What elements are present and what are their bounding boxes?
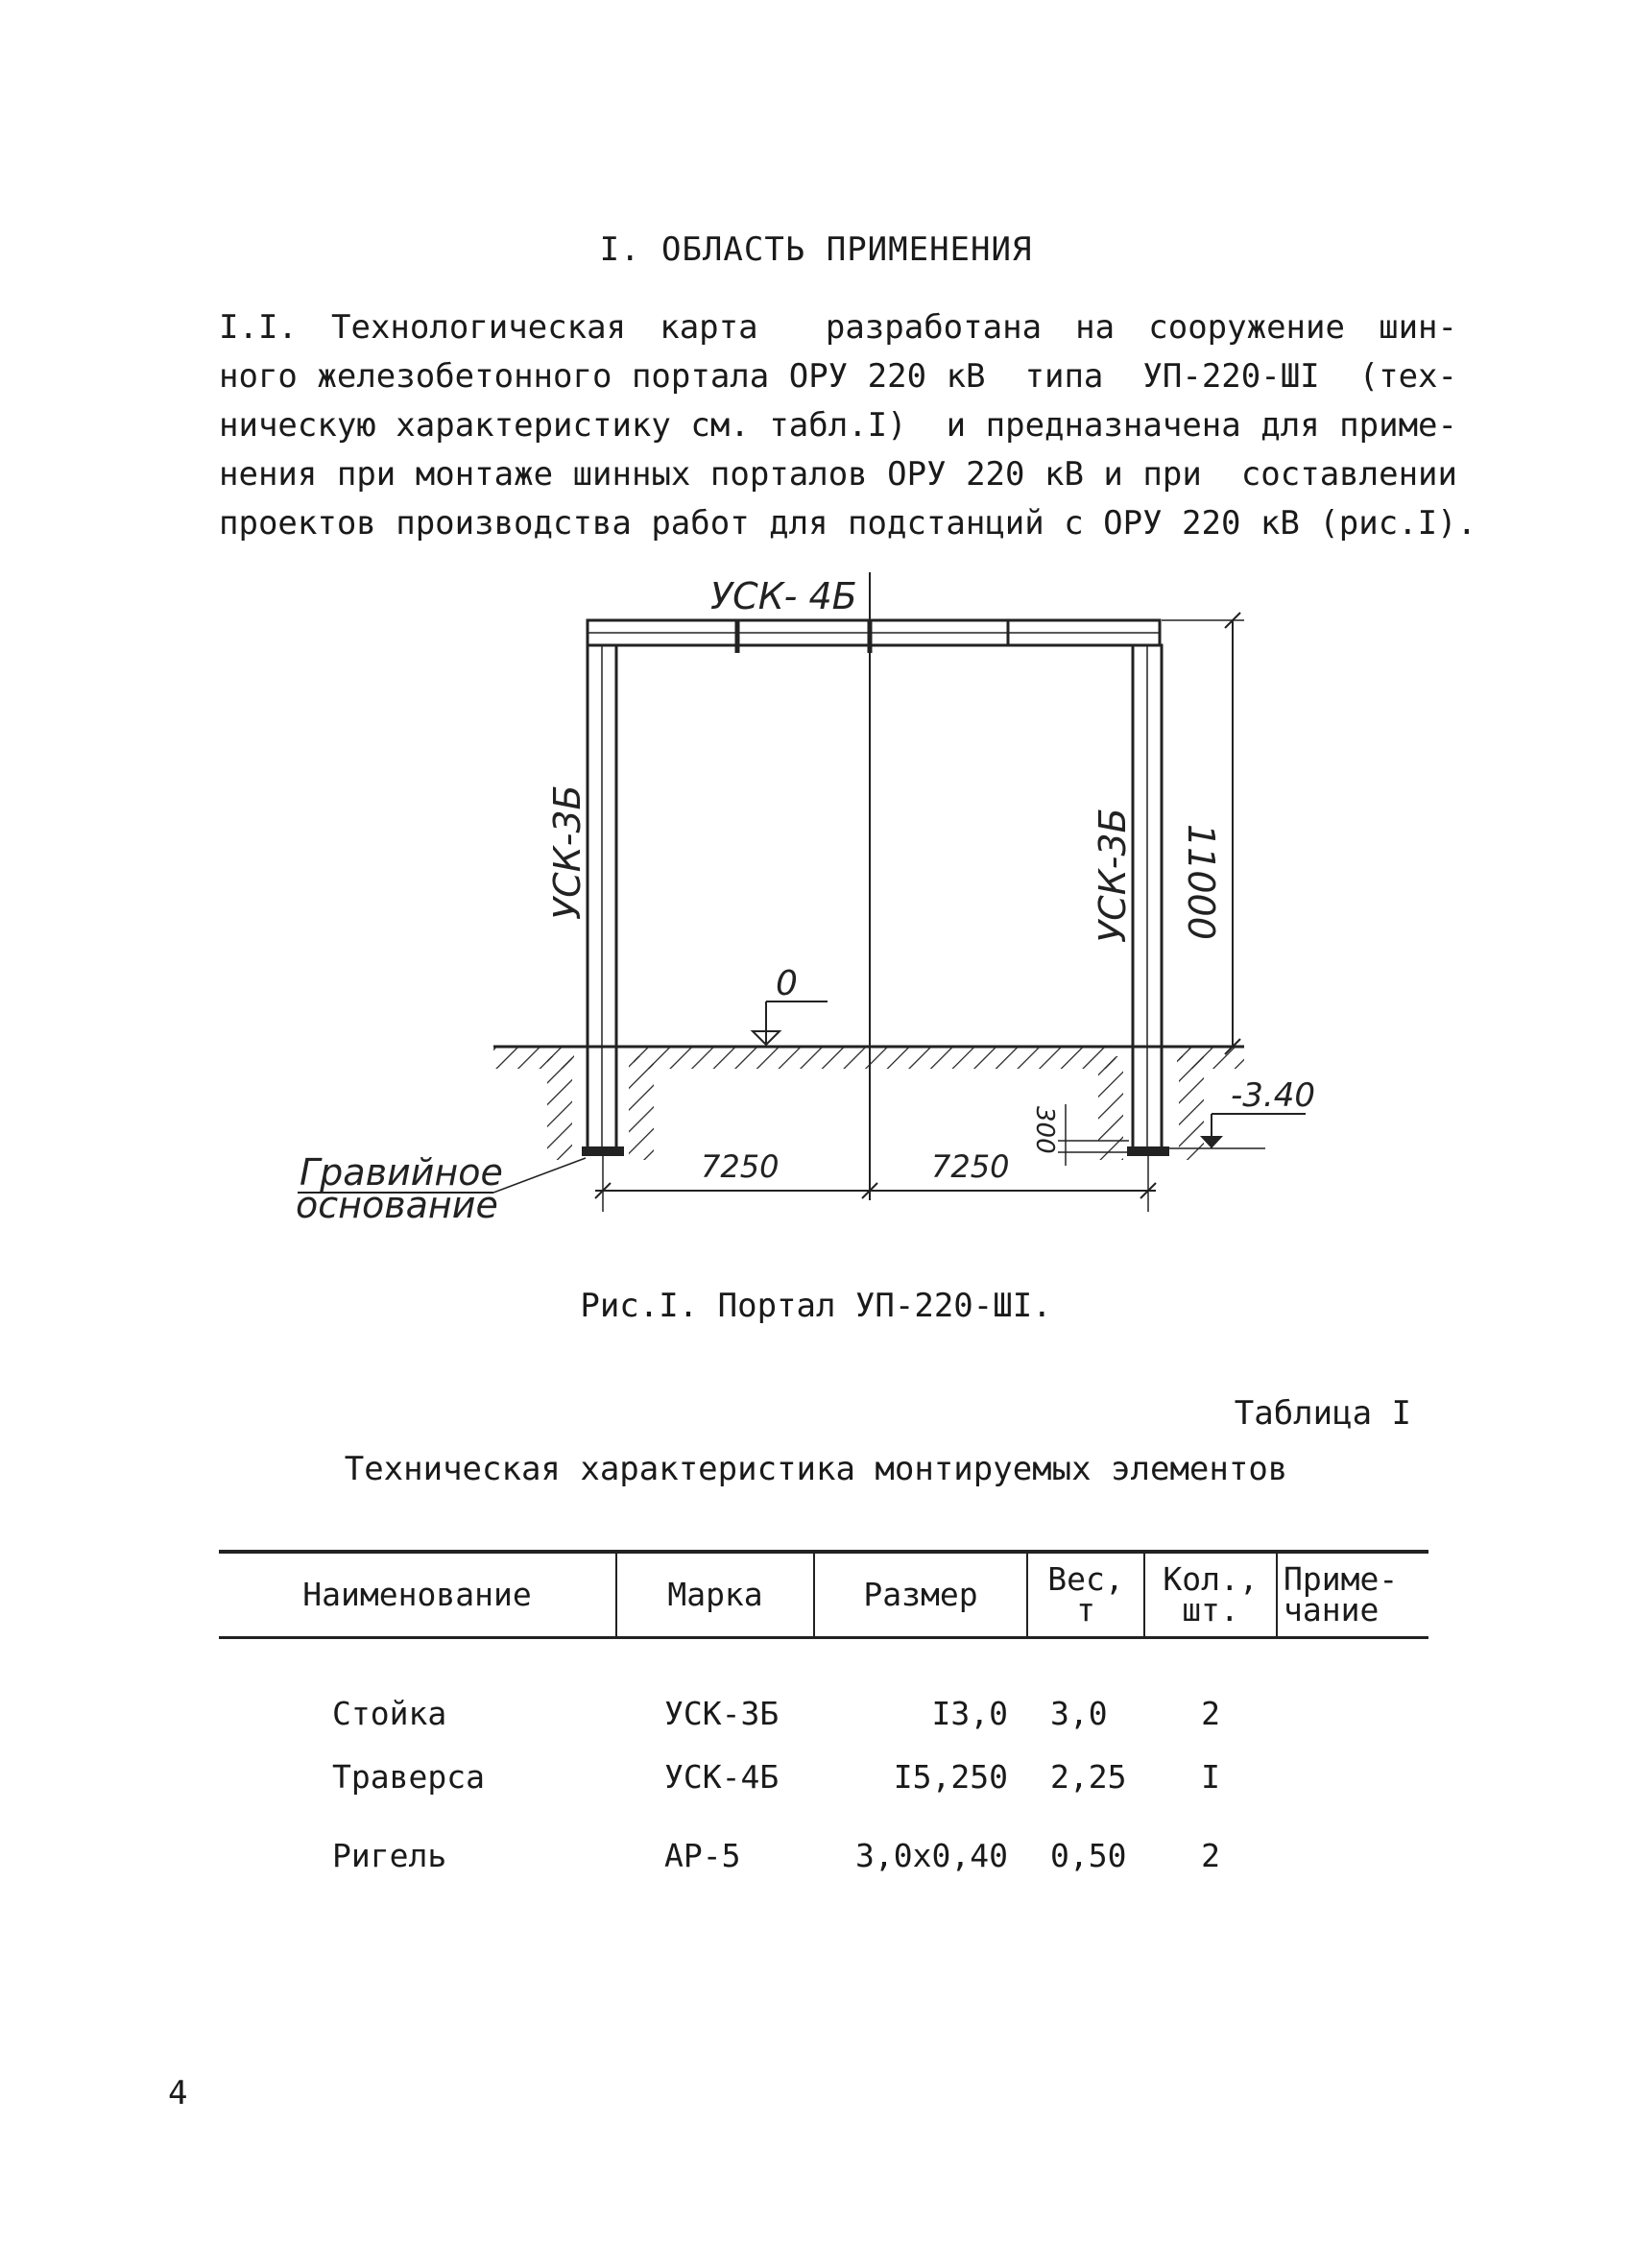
zero-level-label: 0 — [776, 964, 798, 1003]
cell-name: Стойка — [332, 1694, 447, 1732]
cell-mark: УСК-3Б — [664, 1694, 780, 1732]
cell-note — [1277, 1808, 1428, 1887]
beam-label: УСК- 4Б — [710, 575, 857, 617]
depth-level-label: -3.40 — [1231, 1076, 1315, 1115]
paragraph-line: проектов производства работ для подстанций с ОРУ 220 кВ (рис.I). — [219, 504, 1477, 543]
traverse-beam — [588, 620, 1160, 653]
span-left-label: 7250 — [701, 1148, 780, 1185]
gravel-base-label-2: основание — [296, 1184, 498, 1226]
right-post-label: УСК-3Б — [1092, 808, 1134, 943]
paragraph-line: ническую характеристику см. табл.I) и предназначена для приме- — [219, 406, 1457, 445]
paragraph-line: нения при монтаже шинных порталов ОРУ 220 кВ и при составлении — [219, 455, 1457, 494]
cell-name: Траверса — [332, 1757, 485, 1796]
table-row — [219, 1638, 1428, 1746]
gravel-base-label-1: Гравийное — [300, 1151, 503, 1194]
header-note-line1: Приме- — [1284, 1560, 1399, 1598]
base-offset-label: 300 — [1030, 1106, 1059, 1154]
cell-weight: 0,50 — [1050, 1836, 1127, 1874]
zero-level-marker — [753, 1001, 828, 1045]
cell-name: Ригель — [332, 1836, 447, 1874]
table-title: Техническая характеристика монтируемых элементов — [344, 1450, 1288, 1488]
cell-size: I3,0 — [931, 1694, 1008, 1732]
paragraph-line: I.I. Технологическая карта разработана на сооружение шин- — [219, 308, 1457, 347]
figure-caption: Рис.I. Портал УП-220-ШI. — [580, 1287, 1052, 1325]
table-number: Таблица I — [1234, 1394, 1411, 1433]
cell-mark: АР-5 — [664, 1836, 741, 1874]
header-weight-line2: т — [1076, 1591, 1095, 1629]
cell-mark: УСК-4Б — [664, 1757, 780, 1796]
section-title: I. ОБЛАСТЬ ПРИМЕНЕНИЯ — [599, 230, 1033, 269]
header-qty — [1144, 1552, 1277, 1638]
height-label: 11000 — [1180, 824, 1222, 940]
table-row — [219, 1745, 1428, 1808]
paragraph-line: ного железобетонного портала ОРУ 220 кВ типа УП-220-ШI (тех- — [219, 357, 1457, 396]
cell-qty: 2 — [1201, 1694, 1220, 1732]
table-header-row — [219, 1552, 1428, 1638]
cell-weight: 2,25 — [1050, 1757, 1127, 1796]
header-qty-line1: Кол., — [1163, 1560, 1259, 1598]
cell-qty: 2 — [1201, 1836, 1220, 1874]
cell-size: 3,0x0,40 — [855, 1836, 1008, 1874]
header-name: Наименование — [302, 1576, 532, 1613]
span-right-label: 7250 — [931, 1148, 1010, 1185]
header-weight-line1: Вес, — [1047, 1560, 1124, 1598]
cell-size: I5,250 — [893, 1757, 1008, 1796]
page-number: 4 — [168, 2074, 188, 2112]
table-row — [219, 1808, 1428, 1887]
header-mark: Марка — [616, 1552, 814, 1638]
span-dimensions — [595, 1156, 1156, 1212]
cell-note — [1277, 1745, 1428, 1808]
header-qty-line2: шт. — [1182, 1591, 1239, 1629]
header-note — [1277, 1552, 1428, 1638]
header-size: Размер — [814, 1552, 1027, 1638]
header-weight — [1027, 1552, 1144, 1638]
left-post-label: УСК-3Б — [546, 784, 588, 920]
header-note-line2: чание — [1284, 1591, 1380, 1629]
cell-note — [1277, 1638, 1428, 1746]
spec-table — [219, 1550, 1428, 1887]
cell-weight: 3,0 — [1050, 1694, 1108, 1732]
cell-qty: I — [1201, 1757, 1220, 1796]
